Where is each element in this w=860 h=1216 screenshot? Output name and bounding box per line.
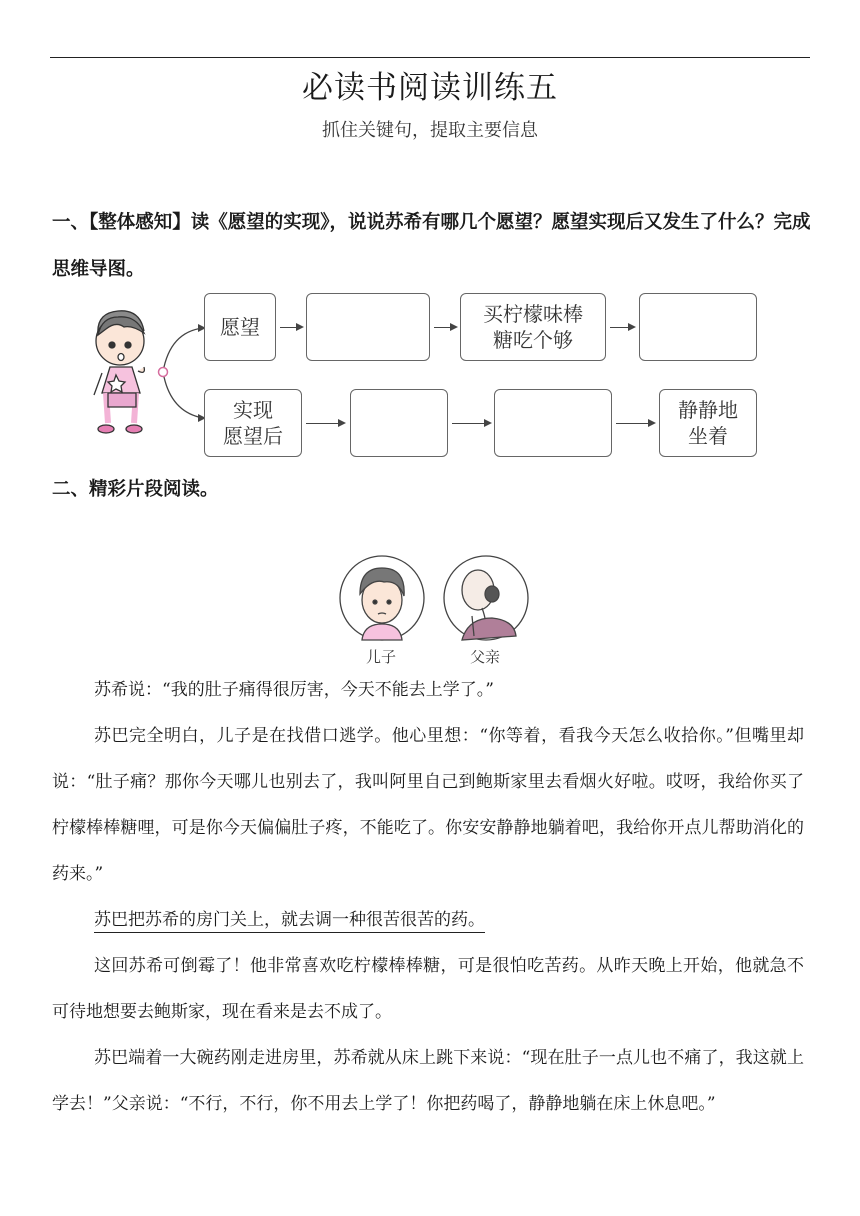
mindmap-blank-box[interactable] bbox=[350, 389, 448, 457]
mindmap-connector bbox=[140, 290, 210, 440]
passage-paragraph-5: 苏巴端着一大碗药刚走进房里，苏希就从床上跳下来说：“现在肚子一点儿也不痛了，我这就上学去！”父亲说：“不行，不行，你不用去上学了！你把药喝了，静静地躺在床上休息吧。” bbox=[52, 1048, 804, 1114]
passage-paragraph-3 bbox=[52, 897, 804, 943]
passage-paragraph-1: 苏希说：“我的肚子痛得很厉害，今天不能去上学了。” bbox=[94, 680, 494, 700]
arrow-icon bbox=[610, 327, 634, 328]
underlined-sentence: 苏巴把苏希的房门关上，就去调一种很苦很苦的药。 bbox=[94, 910, 485, 933]
mindmap-box-after-wish: 实现 愿望后 bbox=[204, 389, 302, 457]
mindmap-box-sit-quietly: 静静地 坐着 bbox=[659, 389, 757, 457]
page-title: 必读书阅读训练五 bbox=[302, 70, 558, 106]
arrow-icon bbox=[452, 423, 490, 424]
passage-paragraph-2: 苏巴完全明白，儿子是在找借口逃学。他心里想：“你等着，看我今天怎么收拾你。”但嘴里却说：“肚子痛？那你今天哪儿也别去了，我叫阿里自己到鲍斯家里去看烟火好啦。哎呀，我给你买了柠檬棒棒糖哩，可是你今天偏偏肚子疼，不能吃了。你安安静静地躺着吧，我给你开点儿帮助消化的药来。” bbox=[52, 726, 804, 884]
arrow-icon bbox=[434, 327, 456, 328]
mindmap-blank-box[interactable] bbox=[639, 293, 757, 361]
top-rule bbox=[50, 57, 810, 58]
passage-paragraph-4: 这回苏希可倒霉了！他非常喜欢吃柠檬棒棒糖，可是很怕吃苦药。从昨天晚上开始，他就急不可待地想要去鲍斯家，现在看来是去不成了。 bbox=[52, 956, 804, 1022]
mindmap-blank-box[interactable] bbox=[494, 389, 612, 457]
question-2: 二、精彩片段阅读。 bbox=[52, 479, 219, 500]
son-caption: 儿子 bbox=[366, 648, 397, 666]
mindmap-box-lemon-candy: 买柠檬味棒 糖吃个够 bbox=[460, 293, 606, 361]
mindmap-blank-box[interactable] bbox=[306, 293, 430, 361]
arrow-icon bbox=[616, 423, 654, 424]
arrow-icon bbox=[306, 423, 344, 424]
page-subtitle: 抓住关键句，提取主要信息 bbox=[322, 120, 538, 141]
father-caption: 父亲 bbox=[470, 648, 501, 666]
mindmap-box-wish: 愿望 bbox=[204, 293, 276, 361]
arrow-icon bbox=[280, 327, 302, 328]
question-1: 一、【整体感知】读《愿望的实现》，说说苏希有哪几个愿望？愿望实现后又发生了什么？完成思维导图。 bbox=[52, 212, 811, 280]
son-father-portraits bbox=[332, 550, 532, 645]
